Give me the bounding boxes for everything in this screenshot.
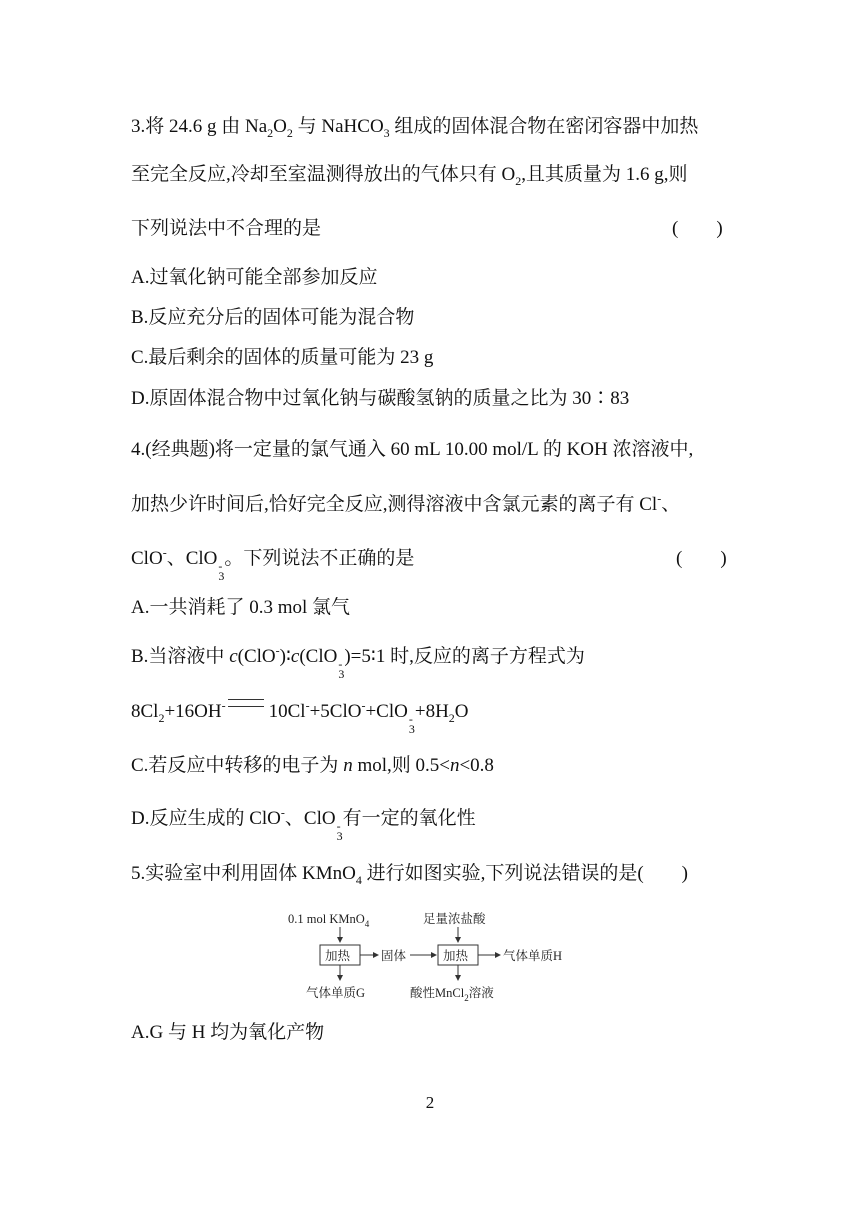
q3-option-b: B.反应充分后的固体可能为混合物 — [131, 307, 415, 328]
gas-g-label: 气体单质G — [306, 986, 366, 1000]
page-number: 2 — [425, 1093, 435, 1112]
experiment-flow-diagram — [280, 905, 580, 1005]
q4-option-d: D.反应生成的 ClO-、ClO - 3 有一定的氧化性 — [131, 805, 476, 843]
q4-stem-line-2: 加热少许时间后,恰好完全反应,测得溶液中含氯元素的离子有 Cl-、 — [131, 491, 681, 515]
reagent-hcl-label: 足量浓盐酸 — [423, 912, 486, 926]
q3-answer-bracket: ( ) — [672, 218, 723, 239]
gas-h-label: 气体单质H — [503, 949, 563, 963]
q4-option-c: C.若反应中转移的电子为 n mol,则 0.5<n<0.8 — [131, 755, 494, 776]
q5-option-a: A.G 与 H 均为氧化产物 — [131, 1022, 325, 1043]
q4-option-b: B.当溶液中 c(ClO-)∶c(ClO - 3 )=5∶1 时,反应的离子方程式为 — [131, 643, 585, 681]
heat-label-2: 加热 — [443, 949, 469, 963]
q3-option-d: D.原固体混合物中过氧化钠与碳酸氢钠的质量之比为 30∶83 — [131, 388, 630, 409]
solid-label: 固体 — [381, 949, 407, 963]
q4-stem-line-1: 4.(经典题)将一定量的氯气通入 60 mL 10.00 mol/L 的 KOH 浓溶液中, — [131, 439, 694, 460]
q4-stem-line-3: ClO-、ClO - 3 。下列说法不正确的是 — [131, 545, 415, 583]
heat-label-1: 加热 — [325, 949, 351, 963]
q3-stem-line-1: 3.将 24.6 g 由 $Na_2O_2$ 与 NaHCO$_3$ 组成的固体混合物在密闭容器中加热 — [131, 116, 699, 140]
q4-ion-equation: $8Cl_2+16OH^-$ 10Cl-+5ClO-+ClO - 3 $+8H_2O$ — [131, 698, 469, 736]
q3-option-c: C.最后剩余的固体的质量可能为 23 g — [131, 347, 434, 368]
q3-stem-line-3: 下列说法中不合理的是 — [131, 218, 322, 239]
q4-option-a: A.一共消耗了 0.3 mol 氯气 — [131, 597, 351, 618]
q3-stem-line-2: 至完全反应,冷却至室温测得放出的气体只有 $O_2$,且其质量为 1.6 g,则 — [131, 164, 688, 188]
equals-sign-double-line — [228, 699, 264, 707]
q3-option-a: A.过氧化钠可能全部参加反应 — [131, 267, 378, 288]
q4-answer-bracket: ( ) — [676, 548, 727, 569]
q5-stem-line-1: 5.实验室中利用固体 KMnO$_4$ 进行如图实验,下列说法错误的是( ) — [131, 863, 688, 887]
mncl2-solution-label: 酸性MnCl$_2$溶液 — [410, 986, 494, 1003]
reagent-kmno4-label: 0.1 mol KMnO$_4$ — [288, 912, 370, 929]
